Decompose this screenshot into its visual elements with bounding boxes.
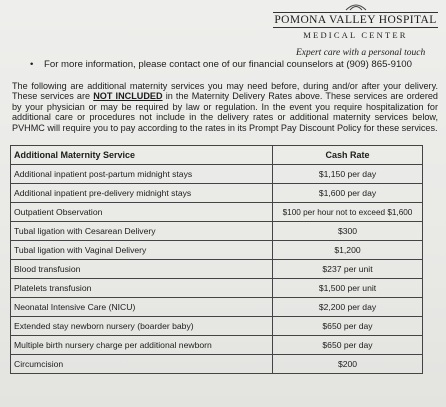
service-cell: Neonatal Intensive Care (NICU)	[11, 298, 273, 317]
table-row	[11, 317, 423, 336]
table-row	[11, 241, 423, 260]
bullet-icon: •	[30, 59, 34, 70]
rate-cell: $2,200 per day	[273, 298, 423, 317]
service-cell: Tubal ligation with Vaginal Delivery	[11, 241, 273, 260]
table-row	[11, 336, 423, 355]
rate-cell: $100 per hour not to exceed $1,600	[273, 203, 423, 222]
hospital-name: POMONA VALLEY HOSPITAL	[274, 14, 437, 26]
rate-cell: $237 per unit	[273, 260, 423, 279]
service-cell: Additional inpatient pre-delivery midnight stays	[11, 184, 273, 203]
service-cell: Additional inpatient post-partum midnight stays	[11, 165, 273, 184]
tagline: Expert care with a personal touch	[296, 48, 426, 58]
rate-cell: $650 per day	[273, 336, 423, 355]
table-row	[11, 184, 423, 203]
maternity-services-table	[10, 145, 423, 374]
intro-text-1: The following are additional maternity services you may need before, during and/or after your delivery. These services are	[12, 81, 438, 102]
rate-column-header: Cash Rate	[273, 146, 423, 165]
rate-cell: $200	[273, 355, 423, 374]
table-row	[11, 260, 423, 279]
rate-cell: $300	[273, 222, 423, 241]
table-row	[11, 222, 423, 241]
not-included-emphasis: NOT INCLUDED	[93, 91, 163, 102]
intro-paragraph	[12, 81, 438, 133]
contact-text: For more information, please contact one of our financial counselors at (909) 865-9100	[44, 59, 412, 70]
table-header-row	[11, 146, 423, 165]
rate-cell: $650 per day	[273, 317, 423, 336]
table-row	[11, 298, 423, 317]
intro-text-2: in the Maternity Delivery Rates above. These services are ordered by your physician or may be required by law or regulation. In the event you require hospitalization for additional care or procedures not include in the delivery rates or additional maternity services below, PVHMC will require you to pay according to the rates in its Prompt Pay Discount Policy for these services.	[12, 91, 438, 133]
rate-cell: $1,600 per day	[273, 184, 423, 203]
service-cell: Outpatient Observation	[11, 203, 273, 222]
rate-cell: $1,200	[273, 241, 423, 260]
hospital-subtitle: MEDICAL CENTER	[303, 30, 408, 40]
leaf-emblem-icon	[273, 2, 438, 12]
service-column-header: Additional Maternity Service	[11, 146, 273, 165]
hospital-logo	[273, 2, 438, 40]
service-cell: Tubal ligation with Cesarean Delivery	[11, 222, 273, 241]
rate-cell: $1,150 per day	[273, 165, 423, 184]
table-row	[11, 279, 423, 298]
rate-cell: $1,500 per unit	[273, 279, 423, 298]
service-cell: Blood transfusion	[11, 260, 273, 279]
service-cell: Extended stay newborn nursery (boarder baby)	[11, 317, 273, 336]
contact-bullet	[30, 59, 412, 70]
service-cell: Circumcision	[11, 355, 273, 374]
table-row	[11, 165, 423, 184]
service-cell: Platelets transfusion	[11, 279, 273, 298]
table-row	[11, 203, 423, 222]
service-cell: Multiple birth nursery charge per additional newborn	[11, 336, 273, 355]
table-row	[11, 355, 423, 374]
